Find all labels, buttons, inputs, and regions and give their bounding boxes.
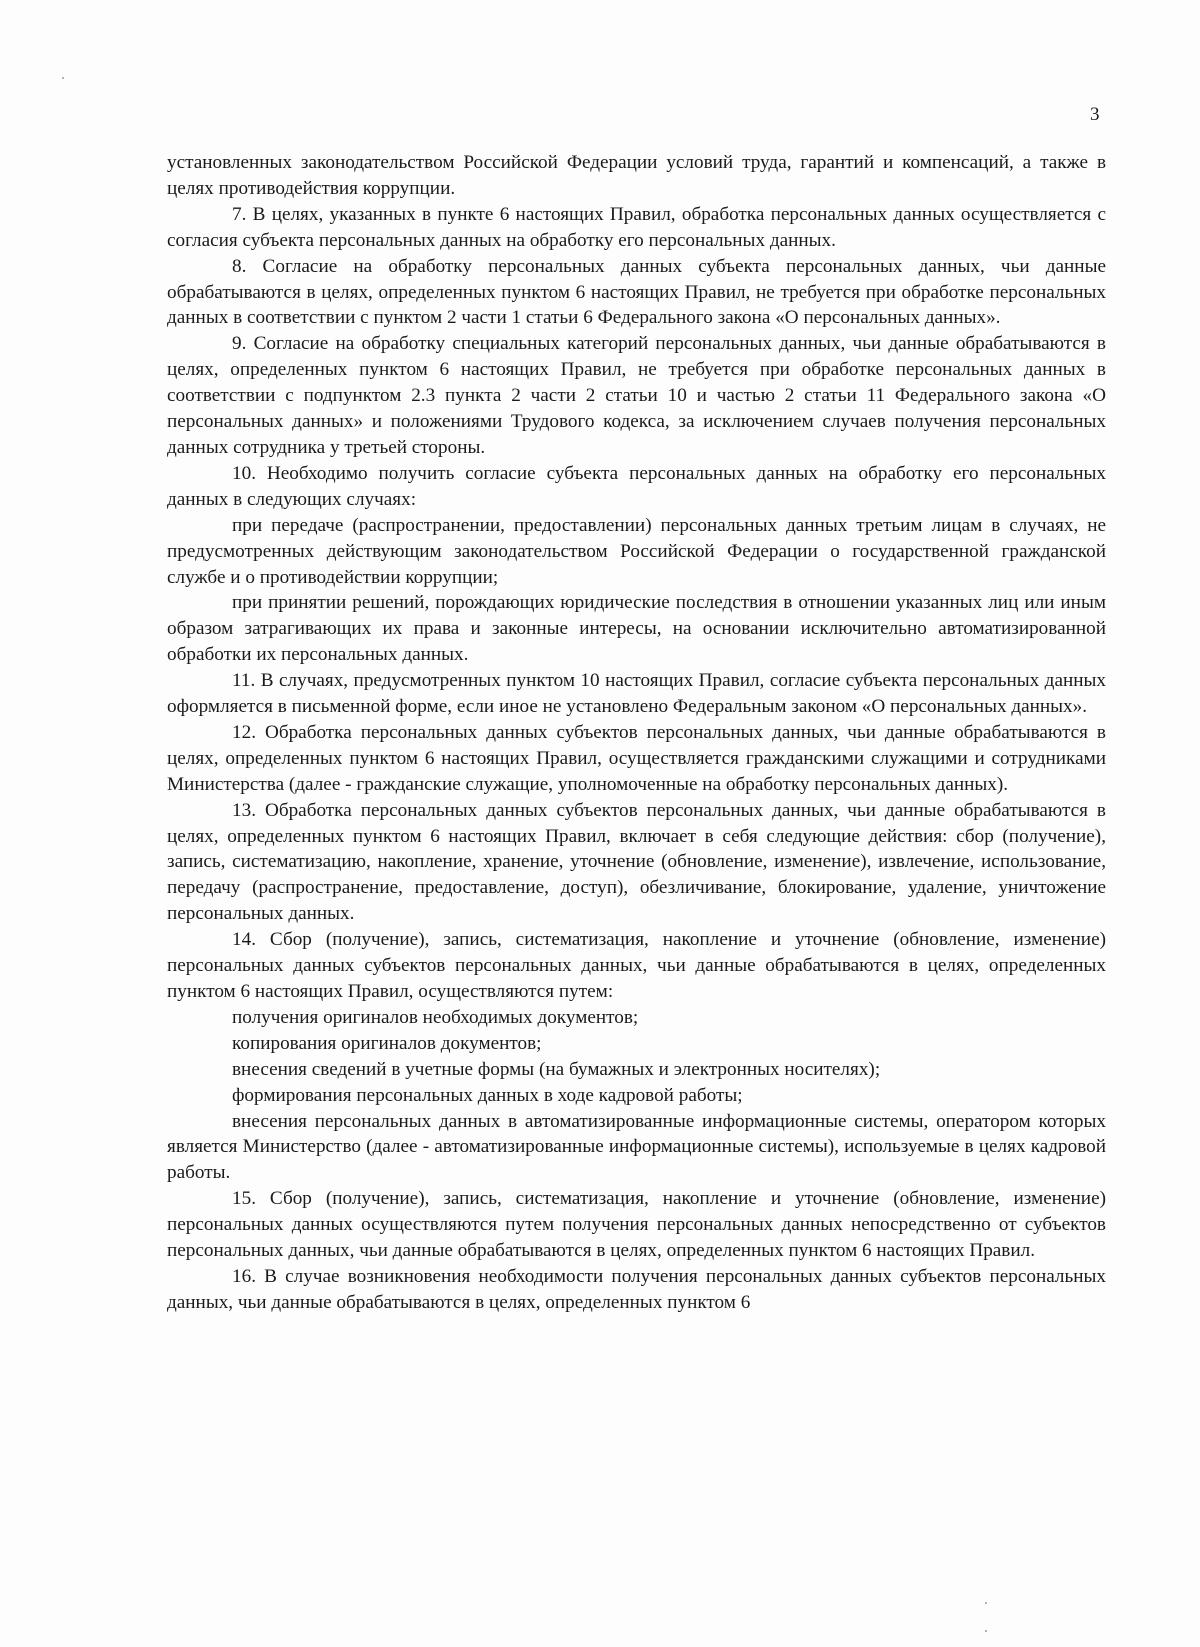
paragraph-14-item-4: формирования персональных данных в ходе кадровой работы; [232, 1084, 743, 1106]
paragraph-14-item-2: копирования оригиналов документов; [232, 1032, 542, 1054]
scan-speck [985, 1602, 987, 1604]
paragraph-7: 7. В целях, указанных в пункте 6 настоящих Правил, обработка персональных данных осуществляется с согласия субъекта персональных данных на обработку его персональных данных. [167, 203, 1106, 251]
paragraph-16: 16. В случае возникновения необходимости получения персональных данных субъектов персональных данных, чьи данные обрабатываются в целях, определенных пунктом 6 [167, 1265, 1106, 1313]
paragraph-10-case-1: при передаче (распространении, предоставлении) персональных данных третьим лицам в случаях, не предусмотренных действующим законодательством Российской Федерации о государственной гражданской службе и о противодействии коррупции; [167, 514, 1106, 588]
paragraph-8: 8. Согласие на обработку персональных данных субъекта персональных данных, чьи данные обрабатываются в целях, определенных пунктом 6 настоящих Правил, не требуется при обработке персональных данных в соответствии с пунктом 2 части 1 статьи 6 Федерального закона «О персональных данных». [167, 255, 1106, 329]
scan-speck [985, 1630, 987, 1632]
paragraph-11: 11. В случаях, предусмотренных пунктом 10 настоящих Правил, согласие субъекта персональных данных оформляется в письменной форме, если иное не установлено Федеральным законом «О персональных данных». [167, 670, 1106, 718]
paragraph-14-item-5: внесения персональных данных в автоматизированные информационные системы, оператором которых является Министерство (далее - автоматизированные информационные системы), используемые в целях кадровой работы. [167, 1110, 1106, 1184]
paragraph-continuation: установленных законодательством Российской Федерации условий труда, гарантий и компенсаций, а также в целях противодействия коррупции. [167, 152, 1106, 199]
paragraph-15: 15. Сбор (получение), запись, систематизация, накопление и уточнение (обновление, изменение) персональных данных осуществляются путем получения персональных данных непосредственно от субъектов персональных данных, чьи данные обрабатываются в целях, определенных пунктом 6 настоящих Правил. [167, 1188, 1106, 1262]
paragraph-9: 9. Согласие на обработку специальных категорий персональных данных, чьи данные обрабатываются в целях, определенных пунктом 6 настоящих Правил, не требуется при обработке персональных данных в соответствии с подпунктом 2.3 пункта 2 части 2 статьи 10 и частью 2 статьи 11 Федерального закона «О персональных данных» и положениями Трудового кодекса, за исключением случаев получения персональных данных сотрудника у третьей стороны. [167, 333, 1106, 458]
paragraph-14: 14. Сбор (получение), запись, систематизация, накопление и уточнение (обновление, изменение) персональных данных субъектов персональных данных, чьи данные обрабатываются в целях, определенных пунктом 6 настоящих Правил, осуществляются путем: [167, 929, 1106, 1002]
paragraph-10-case-2: при принятии решений, порождающих юридические последствия в отношении указанных лиц или иным образом затрагивающих их права и законные интересы, на основании исключительно автоматизированной обработки их персональных данных. [167, 592, 1106, 666]
paragraph-14-item-1: получения оригиналов необходимых документов; [232, 1006, 639, 1028]
document-body [167, 150, 1106, 1316]
paragraph-14-item-3: внесения сведений в учетные формы (на бумажных и электронных носителях); [232, 1058, 881, 1080]
page-number: 3 [1090, 104, 1100, 125]
scan-speck [62, 77, 64, 79]
paragraph-13: 13. Обработка персональных данных субъектов персональных данных, чьи данные обрабатываются в целях, определенных пунктом 6 настоящих Правил, включает в себя следующие действия: сбор (получение), запись, систематизацию, накопление, хранение, уточнение (обновление, изменение), извлечение, использование, передачу (распространение, предоставление, доступ), обезличивание, блокирование, удаление, уничтожение персональных данных. [167, 799, 1106, 925]
paragraph-10: 10. Необходимо получить согласие субъекта персональных данных на обработку его персональных данных в следующих случаях: [167, 462, 1106, 510]
paragraph-12: 12. Обработка персональных данных субъектов персональных данных, чьи данные обрабатываются в целях, определенных пунктом 6 настоящих Правил, осуществляется гражданскими служащими и сотрудниками Министерства (далее - гражданские служащие, уполномоченные на обработку персональных данных). [167, 721, 1106, 795]
